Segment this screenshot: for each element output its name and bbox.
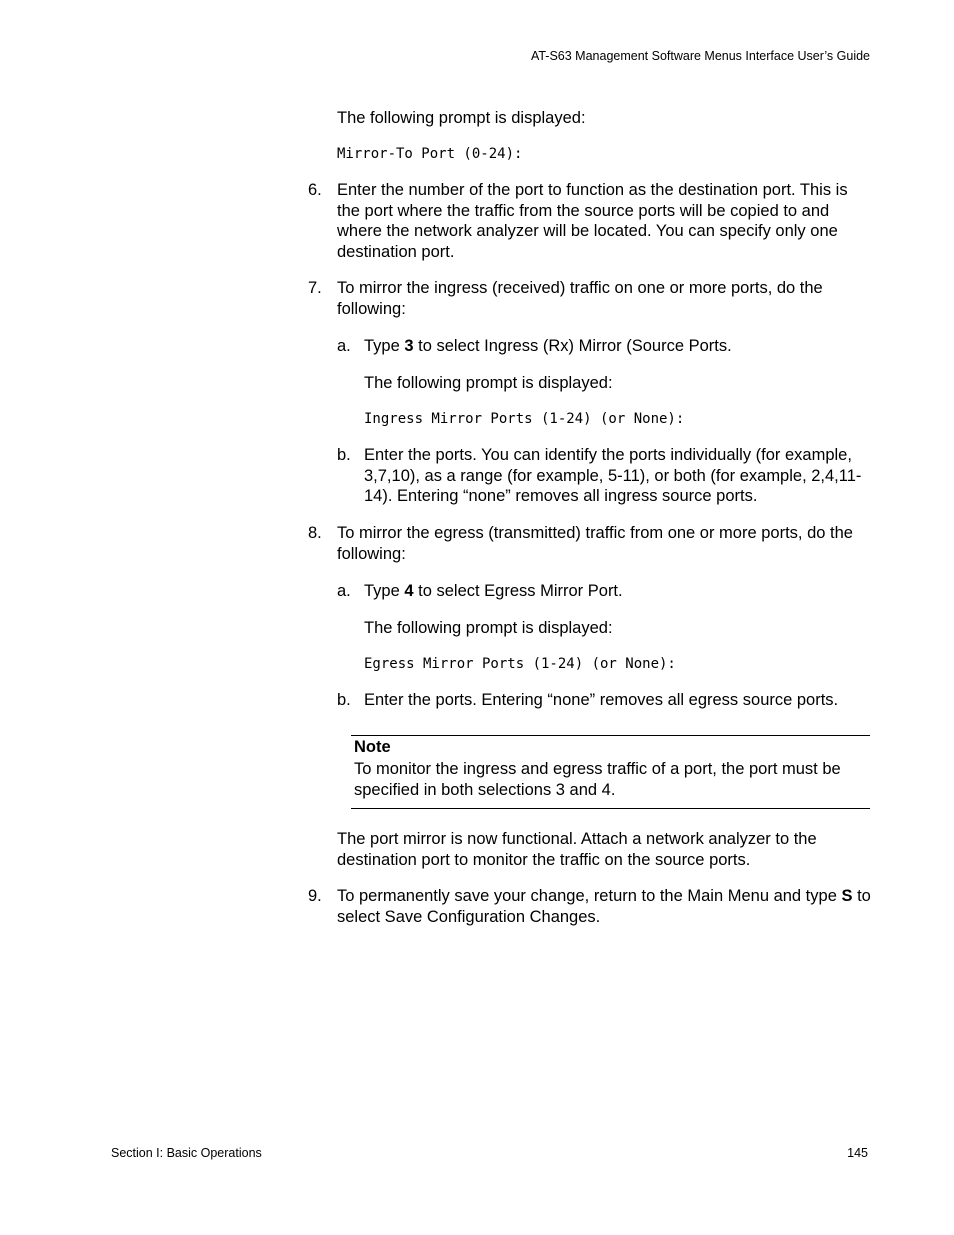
step-number: 6. [308,181,322,199]
step-number: 7. [308,279,322,297]
prompt-intro: The following prompt is displayed: [364,374,613,392]
substep-text: Type 4 to select Egress Mirror Port. [364,582,623,600]
note-bottom-rule [351,808,870,809]
page-number: 145 [847,1146,868,1160]
substep-letter: a. [337,582,351,600]
key-label: 4 [404,582,414,600]
step-text: Enter the number of the port to function as the destination port. This is the port where the traffic from the source ports will be copied to and where the network analyzer will be located. You can specify only one destination port. [337,181,848,261]
key-label: S [841,887,853,905]
step-text: To permanently save your change, return to the Main Menu and type S to select Save Configuration Changes. [337,887,871,926]
body-paragraph: The port mirror is now functional. Attach a network analyzer to the destination port to monitor the traffic on the source ports. [337,830,817,869]
running-header: AT-S63 Management Software Menus Interface User’s Guide [530,49,870,63]
step-text: To mirror the egress (transmitted) traffic from one or more ports, do the following: [337,524,853,563]
note-text: To monitor the ingress and egress traffic of a port, the port must be specified in both selections 3 and 4. [354,760,841,799]
substep-text: Type 3 to select Ingress (Rx) Mirror (Source Ports. [364,337,732,355]
note-title: Note [354,738,391,756]
substep-letter: b. [337,446,351,464]
step-text: To mirror the ingress (received) traffic on one or more ports, do the following: [337,279,823,318]
key-label: 3 [404,337,414,355]
substep-letter: a. [337,337,351,355]
prompt-intro: The following prompt is displayed: [364,619,613,637]
step-number: 8. [308,524,322,542]
footer-section: Section I: Basic Operations [111,1146,262,1160]
prompt-code: Ingress Mirror Ports (1-24) (or None): [364,411,685,427]
prompt-code: Egress Mirror Ports (1-24) (or None): [364,656,676,672]
step-number: 9. [308,887,322,905]
substep-letter: b. [337,691,351,709]
substep-text: Enter the ports. You can identify the ports individually (for example, 3,7,10), as a range (for example, 5-11), or both (for example, 2,4,11-14). Entering “none” removes all ingress source ports. [364,446,862,505]
substep-text: Enter the ports. Entering “none” removes all egress source ports. [364,691,839,709]
prompt-intro: The following prompt is displayed: [337,109,586,127]
prompt-code: Mirror-To Port (0-24): [337,146,523,162]
note-top-rule [351,735,870,736]
